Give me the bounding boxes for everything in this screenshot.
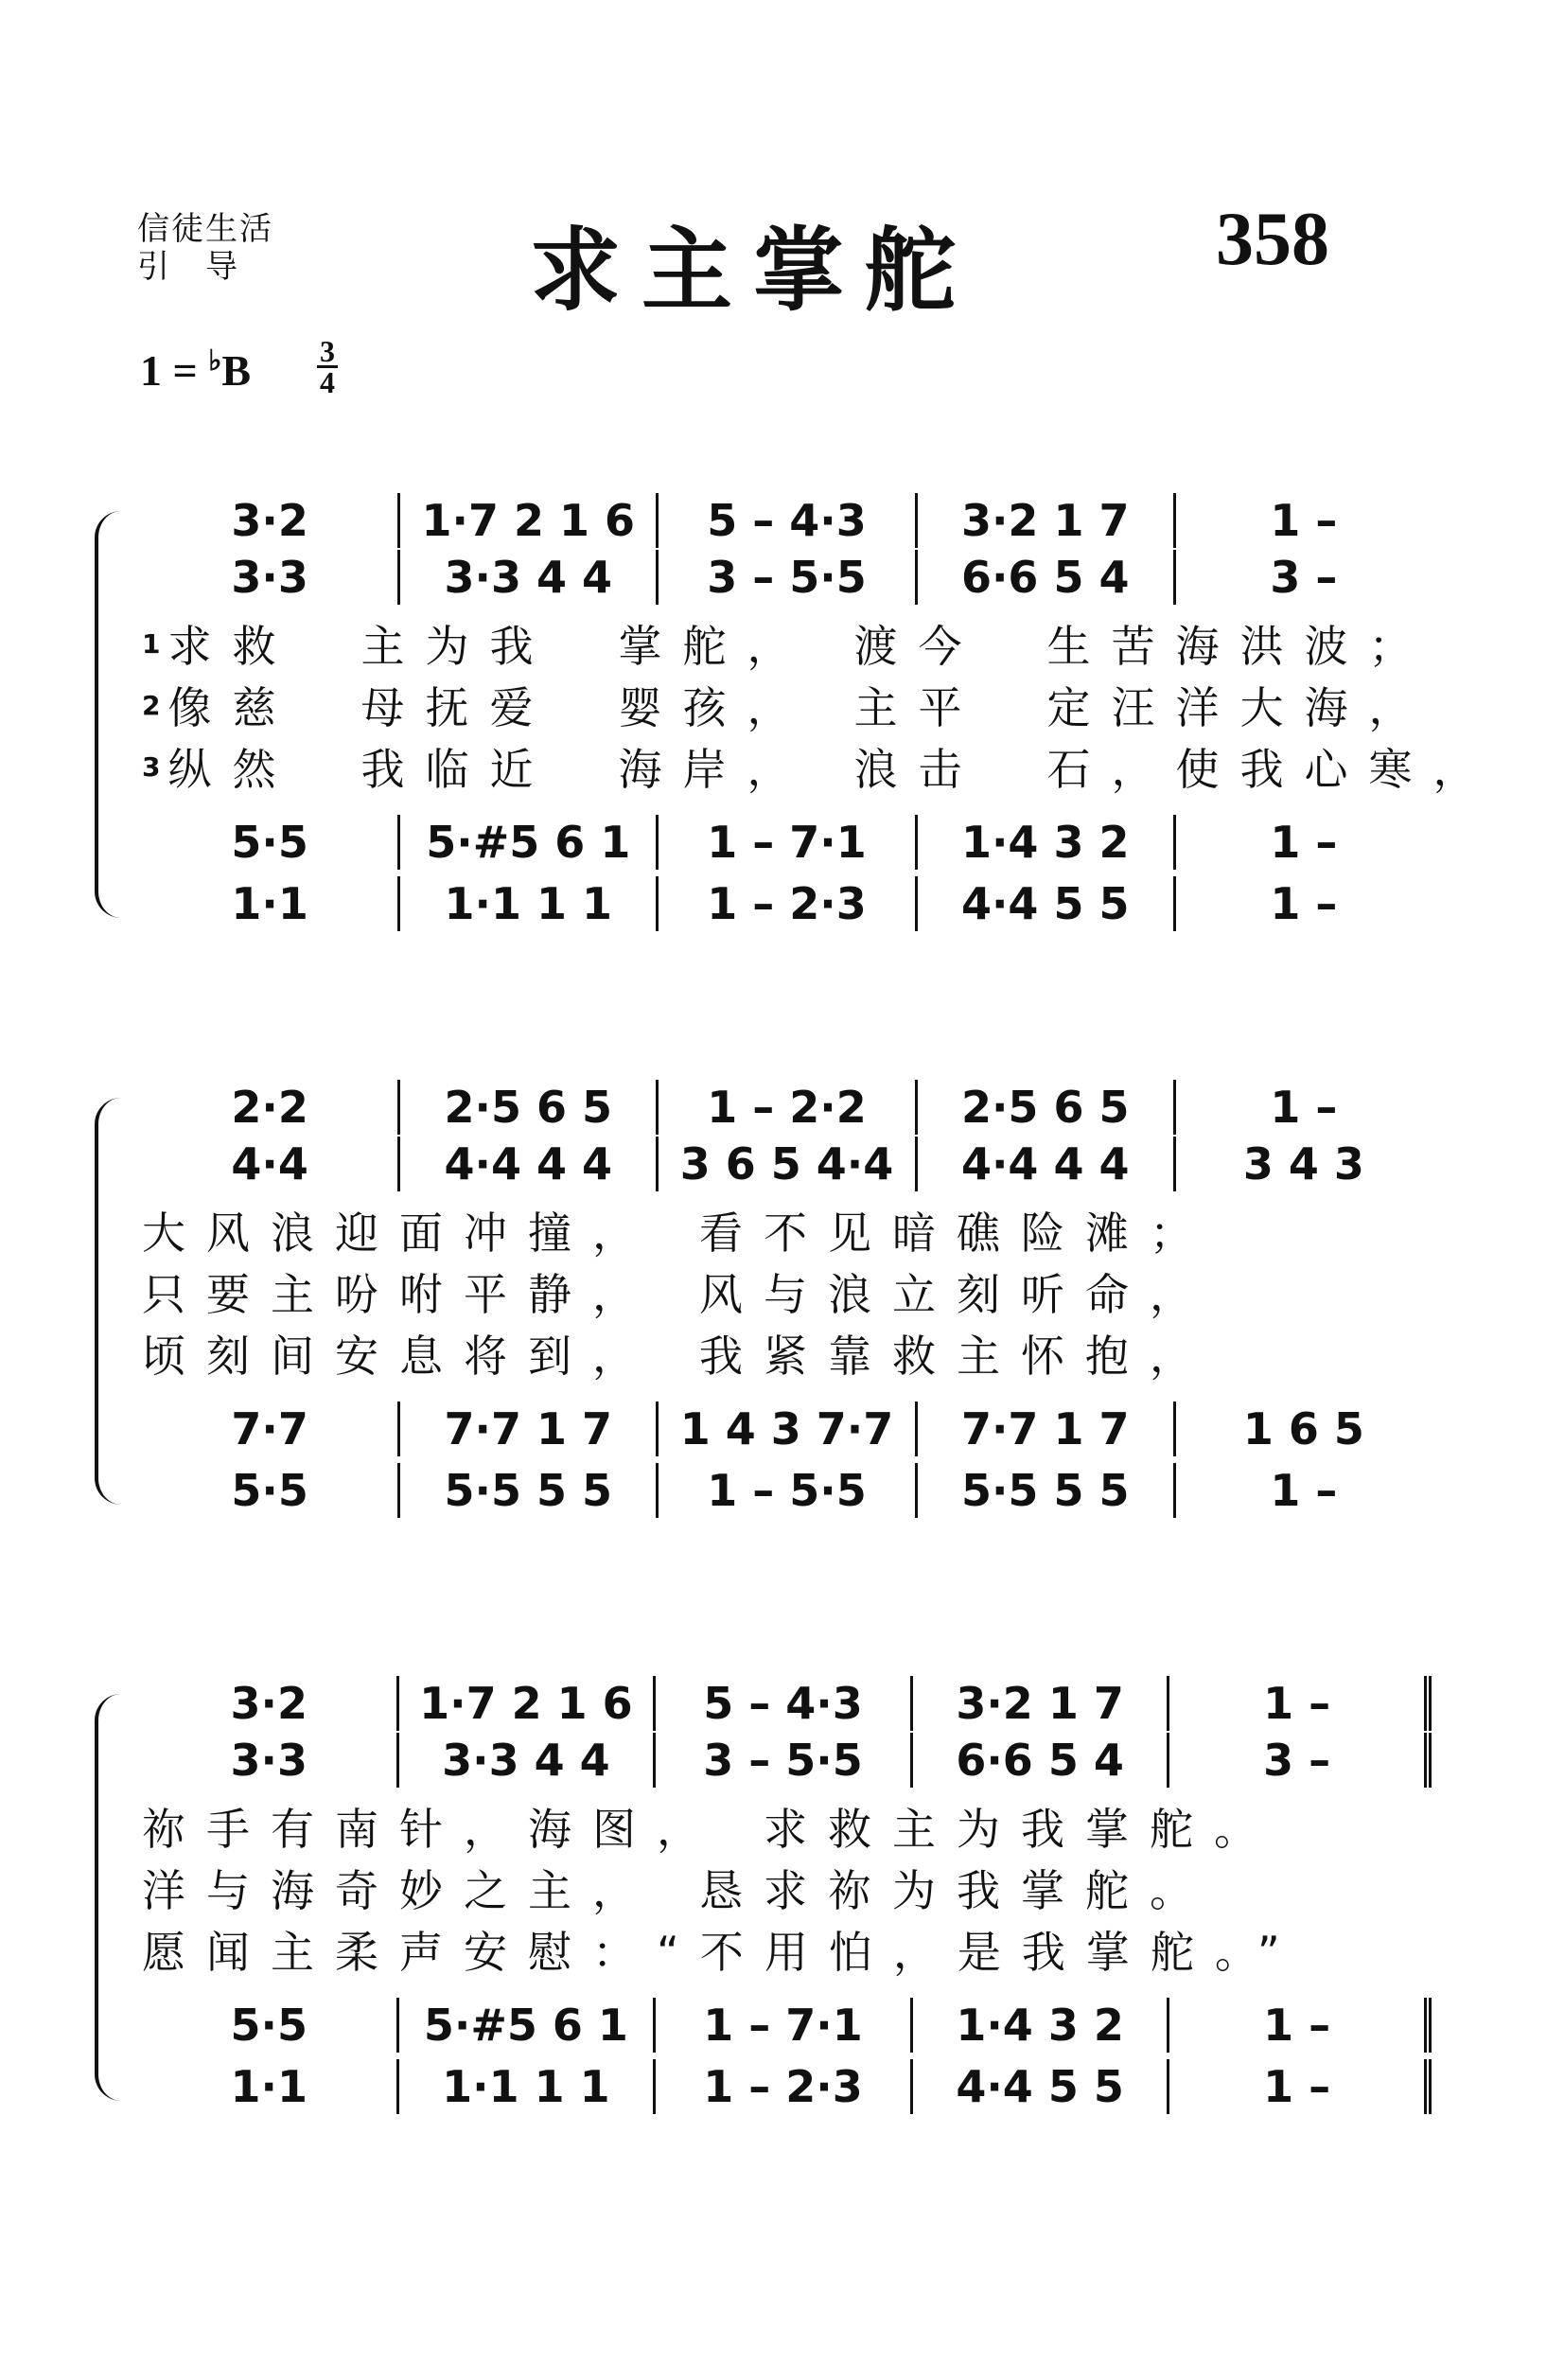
measure: 3·3 4 4 xyxy=(399,1733,657,1788)
bass-line xyxy=(142,875,1432,932)
measure: 3 – 5·5 xyxy=(656,1733,913,1788)
measure: 1·7 2 1 6 xyxy=(400,493,659,548)
measure: 4·4 4 4 xyxy=(400,1137,659,1191)
measure: 1·1 xyxy=(142,876,400,931)
lyric-line xyxy=(142,615,1432,672)
measure: 5·#5 6 1 xyxy=(400,815,659,870)
measure: 5·5 xyxy=(142,1998,399,2053)
measure: 1 – xyxy=(1270,1082,1338,1133)
measure: 1 – 7·1 xyxy=(656,1998,913,2053)
alto-line xyxy=(142,1136,1432,1192)
measure: 1 – xyxy=(1270,817,1338,868)
measure: 1·4 3 2 xyxy=(913,1998,1170,2053)
measure: 7·7 1 7 xyxy=(918,1402,1176,1456)
verse-number: 2 xyxy=(142,689,163,721)
measure: 1 – 2·2 xyxy=(659,1080,917,1135)
measure: 3 6 5 4·4 xyxy=(659,1137,917,1191)
tenor-line xyxy=(142,814,1432,871)
measure: 3 – xyxy=(1169,1733,1432,1788)
measure: 5 – 4·3 xyxy=(659,493,917,548)
lyric-line xyxy=(142,1202,1432,1259)
measure: 4·4 xyxy=(142,1137,400,1191)
measure: 3·2 1 7 xyxy=(913,1676,1170,1731)
alto-line xyxy=(142,1732,1432,1789)
lyric-line xyxy=(142,1921,1432,1978)
lyric-text: 纵然 我临近 海岸， 浪击 石，使我心寒， xyxy=(167,744,1498,795)
lyric-line xyxy=(142,1263,1432,1320)
system-brace xyxy=(95,1098,123,1505)
measure: 5·5 5 5 xyxy=(400,1463,659,1518)
bass-line xyxy=(142,2058,1432,2115)
measure: 4·4 5 5 xyxy=(913,2059,1170,2114)
measure: 3·2 1 7 xyxy=(918,493,1176,548)
measure: 5 – 4·3 xyxy=(656,1676,913,1731)
measure: 1 – xyxy=(1270,878,1338,929)
meter-top: 3 xyxy=(320,334,335,368)
measure: 1 4 3 7·7 xyxy=(659,1402,917,1456)
measure: 1·4 3 2 xyxy=(918,815,1176,870)
soprano-line xyxy=(142,492,1432,549)
measure: 1 – xyxy=(1169,1676,1432,1731)
measure: 5·5 xyxy=(142,815,400,870)
hymn-number: 358 xyxy=(1216,198,1329,281)
bass-line xyxy=(142,1462,1432,1519)
measure: 1 – xyxy=(1270,495,1338,546)
score-system xyxy=(0,1079,1564,1533)
score-system xyxy=(0,1675,1564,2129)
soprano-line xyxy=(142,1079,1432,1136)
measure: 1·7 2 1 6 xyxy=(399,1676,657,1731)
measure: 1 – xyxy=(1169,2059,1432,2114)
measure: 1·1 xyxy=(142,2059,399,2114)
measure: 1 – 7·1 xyxy=(659,815,917,870)
verse-number: 3 xyxy=(142,750,163,783)
measure: 2·2 xyxy=(142,1080,400,1135)
verse-number: 1 xyxy=(142,627,163,660)
lyric-line xyxy=(142,1325,1432,1382)
lyric-text: 顷刻间安息将到， 我紧靠救主怀抱， xyxy=(142,1331,1214,1382)
measure: 5·5 xyxy=(142,1463,400,1518)
system-brace xyxy=(95,1694,123,2101)
measure: 4·4 4 4 xyxy=(918,1137,1176,1191)
lyric-line xyxy=(142,677,1432,733)
lyric-text: 求救 主为我 掌舵， 渡今 生苦海洪波； xyxy=(167,621,1433,672)
measure: 3·2 xyxy=(142,1676,399,1731)
measure: 1 – xyxy=(1270,1465,1338,1516)
measure: 1 – 5·5 xyxy=(659,1463,917,1518)
lyric-text: 像慈 母抚爱 婴孩， 主平 定汪洋大海， xyxy=(167,682,1433,733)
measure: 2·5 6 5 xyxy=(918,1080,1176,1135)
key-prefix: 1 = xyxy=(140,346,209,395)
measure: 6·6 5 4 xyxy=(918,550,1176,605)
lyric-text: 洋与海奇妙之主， 恳求祢为我掌舵。 xyxy=(142,1865,1214,1916)
system-brace xyxy=(95,511,123,918)
measure: 3 4 3 xyxy=(1242,1138,1364,1190)
category-line2: 引 导 xyxy=(137,248,239,286)
lyric-text: 祢手有南针，海图， 求救主为我掌舵。 xyxy=(142,1804,1278,1855)
measure: 7·7 xyxy=(142,1402,400,1456)
measure: 7·7 1 7 xyxy=(400,1402,659,1456)
tenor-line xyxy=(142,1401,1432,1457)
lyric-text: 只要主吩咐平静， 风与浪立刻听命， xyxy=(142,1269,1214,1320)
key-signature xyxy=(140,344,251,396)
category-line1: 信徒生活 xyxy=(137,210,273,248)
measure: 4·4 5 5 xyxy=(918,876,1176,931)
measure: 5·5 5 5 xyxy=(918,1463,1176,1518)
flat-sign: ♭ xyxy=(208,345,222,377)
measure: 3·2 xyxy=(142,493,400,548)
measure: 3 – xyxy=(1270,552,1338,603)
time-signature xyxy=(317,334,338,399)
key-note: B xyxy=(221,346,252,395)
lyric-text: 愿闻主柔声安慰：“不用怕，是我掌舵。” xyxy=(142,1927,1301,1978)
measure: 3·3 4 4 xyxy=(400,550,659,605)
measure: 2·5 6 5 xyxy=(400,1080,659,1135)
soprano-line xyxy=(142,1675,1432,1732)
measure: 5·#5 6 1 xyxy=(399,1998,657,2053)
lyric-text: 大风浪迎面冲撞， 看不见暗礁险滩； xyxy=(142,1208,1214,1259)
category-label xyxy=(137,210,273,286)
measure: 1·1 1 1 xyxy=(400,876,659,931)
measure: 3 – 5·5 xyxy=(659,550,917,605)
measure: 3·3 xyxy=(142,1733,399,1788)
alto-line xyxy=(142,549,1432,606)
measure: 3·3 xyxy=(142,550,400,605)
measure: 1 – 2·3 xyxy=(659,876,917,931)
meter-bottom: 4 xyxy=(320,365,335,399)
hymn-title: 求主掌舵 xyxy=(530,218,976,324)
measure: 6·6 5 4 xyxy=(913,1733,1170,1788)
tenor-line xyxy=(142,1997,1432,2054)
measure: 1 – 2·3 xyxy=(656,2059,913,2114)
score-system xyxy=(0,492,1564,946)
measure: 1 6 5 xyxy=(1242,1403,1364,1454)
lyric-line xyxy=(142,1798,1432,1855)
lyric-line xyxy=(142,1860,1432,1916)
measure: 1·1 1 1 xyxy=(399,2059,657,2114)
measure: 1 – xyxy=(1169,1998,1432,2053)
lyric-line xyxy=(142,738,1498,795)
